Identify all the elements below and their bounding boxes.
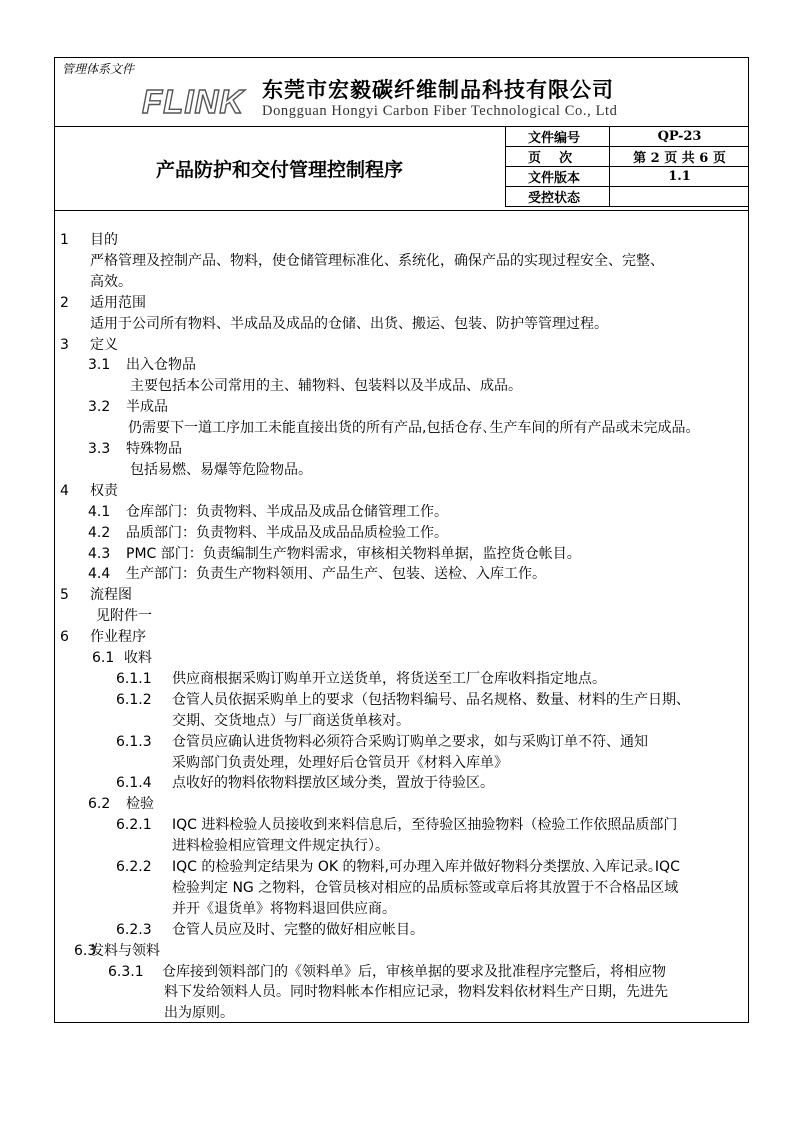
section-number: 3.3: [88, 441, 111, 457]
meta-value: QP-23: [610, 127, 750, 147]
section-heading: 检验: [126, 796, 154, 813]
section-heading: 作业程序: [90, 629, 146, 646]
body-text-line: 采购部门负责处理，处理好后仓管员开《材料入库单》: [172, 754, 508, 771]
section-number: 6.2.3: [116, 921, 152, 938]
section-heading: 流程图: [90, 587, 132, 604]
section-number: 3: [60, 336, 69, 353]
section-number: 4.4: [88, 566, 111, 583]
logo-text: FLINK: [142, 84, 245, 118]
document-title: 产品防护和交付管理控制程序: [155, 159, 403, 181]
section-number: 2: [60, 294, 69, 311]
meta-row: [506, 127, 750, 147]
meta-row: [506, 147, 750, 167]
meta-label: 文件版本: [506, 167, 610, 187]
company-name-cn: 东莞市宏毅碳纤维制品科技有限公司: [262, 78, 614, 102]
section-number: 6.2: [88, 796, 111, 813]
body-text-line: 主要包括本公司常用的主、辅物料、包装料以及半成品、成品。: [130, 378, 522, 395]
section-number: 1: [60, 232, 69, 248]
meta-label: 文件编号: [506, 127, 610, 147]
body-text-line: 进料检验相应管理文件规定执行）。: [172, 838, 389, 855]
section-number: 6.1.4: [116, 775, 152, 792]
section-heading: 仓管人员应及时、完整的做好相应帐目。: [172, 921, 424, 938]
section-number: 3.1: [88, 357, 111, 374]
body-text-line: 出为原则。: [164, 1005, 234, 1022]
meta-label: 受控状态: [506, 187, 610, 207]
meta-value: [610, 187, 750, 207]
section-heading: 出入仓物品: [126, 357, 196, 374]
body-text-line: 严格管理及控制产品、物料，使仓储管理标准化、系统化，确保产品的实现过程安全、完整、: [90, 252, 664, 269]
section-heading: PMC 部门：负责编制生产物料需求，审核相关物料单据，监控货仓帐目。: [126, 545, 581, 562]
body-text-line: 见附件一: [96, 608, 152, 625]
section-number: 5: [60, 587, 69, 604]
section-number: 6.1: [92, 650, 115, 666]
section-number: 6.3: [74, 942, 97, 959]
body-text-line: 检验判定 NG 之物料，仓管员核对相应的品质标签或章后将其放置于不合格品区域: [172, 879, 679, 896]
section-heading: 仓管人员依据采购单上的要求（包括物料编号、品名规格、数量、材料的生产日期、: [172, 691, 690, 708]
section-number: 3.2: [88, 399, 111, 416]
section-heading: 目的: [90, 232, 118, 248]
section-number: 6.2.2: [116, 859, 152, 875]
section-heading: 半成品: [126, 399, 168, 416]
body-text-line: 仍需要下一道工序加工未能直接出货的所有产品,包括仓存､生产车间的所有产品或未完成品。: [128, 420, 700, 437]
document-meta-table: [505, 127, 749, 207]
section-number: 6.2.1: [116, 817, 152, 834]
body-text-line: 料下发给领料人员。同时物料帐本作相应记录，物料发料依材料生产日期，先进先: [164, 984, 668, 1001]
section-number: 4: [60, 482, 69, 499]
meta-value: 第 2 页 共 6 页: [610, 147, 750, 167]
company-logo: [140, 84, 258, 118]
section-heading: IQC 的检验判定结果为 OK 的物料,可办理入库并做好物料分类摆放､入库记录｡IQC: [172, 859, 680, 875]
section-heading: 仓管员应确认进货物料必须符合采购订购单之要求，如与采购订单不符、通知: [172, 733, 648, 750]
meta-row: [506, 167, 750, 187]
body-text-line: 包括易燃、易爆等危险物品。: [130, 461, 312, 478]
section-heading: IQC 进料检验人员接收到来料信息后，至待验区抽验物料（检验工作依照品质部门: [172, 817, 678, 834]
section-number: 4.3: [88, 545, 111, 562]
section-heading: 特殊物品: [126, 441, 182, 457]
section-number: 6: [60, 629, 69, 646]
body-text-line: 并开《退货单》将物料退回供应商。: [172, 900, 396, 917]
body-text-line: 适用于公司所有物料、半成品及成品的仓储、出货、搬运、包装、防护等管理过程。: [90, 315, 608, 332]
section-heading: 权责: [90, 482, 118, 499]
section-number: 6.1.3: [116, 733, 152, 750]
section-number: 4.1: [88, 503, 111, 520]
section-heading: 仓库部门：负责物料、半成品及成品仓储管理工作。: [126, 503, 448, 520]
section-heading: 发料与领料: [90, 942, 160, 959]
section-heading: 点收好的物料依物料摆放区域分类，置放于待验区。: [172, 775, 494, 792]
section-heading: 定义: [90, 336, 118, 353]
section-heading: 适用范围: [90, 294, 146, 311]
system-label: 管理体系文件: [62, 62, 135, 76]
meta-value: 1.1: [610, 167, 750, 187]
section-heading: 品质部门：负责物料、半成品及成品品质检验工作。: [126, 524, 448, 541]
section-number: 6.1.1: [116, 670, 152, 687]
section-number: 4.2: [88, 524, 111, 541]
section-heading: 供应商根据采购订购单开立送货单，将货送至工厂仓库收料指定地点。: [172, 670, 606, 687]
section-heading: 仓库接到领料部门的《领料单》后，审核单据的要求及批准程序完整后，将相应物: [162, 963, 666, 980]
meta-label: 页 次: [506, 147, 610, 167]
section-heading: 收料: [124, 650, 152, 666]
section-number: 6.1.2: [116, 691, 152, 708]
meta-row: [506, 187, 750, 207]
body-text-line: 交期、交货地点）与厂商送货单核对。: [172, 712, 410, 729]
body-text-line: 高效。: [90, 273, 132, 290]
section-number: 6.3.1: [108, 963, 144, 980]
company-name-en: Dongguan Hongyi Carbon Fiber Technological Co., Ltd: [262, 103, 618, 119]
body-divider: [54, 210, 749, 211]
section-heading: 生产部门：负责生产物料领用、产品生产、包装、送检、入库工作。: [126, 566, 546, 583]
